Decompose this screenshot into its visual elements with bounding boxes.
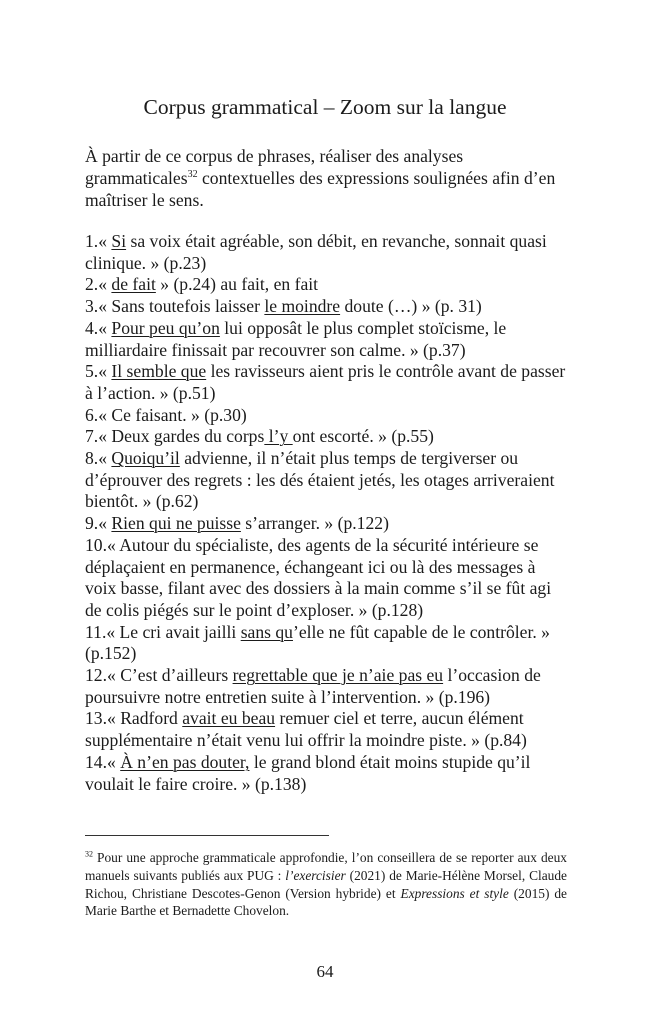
exercise-item xyxy=(85,513,567,535)
exercise-text-after: le grand blond était moins stupide qu’il voulait le faire croire. » (p.138) xyxy=(85,751,531,794)
footnote xyxy=(85,849,567,920)
exercise-text-before: « xyxy=(98,231,112,251)
exercise-item xyxy=(85,535,567,622)
exercise-item xyxy=(85,752,567,795)
exercise-number: 7. xyxy=(85,426,99,447)
footnote-book-title-2: Expressions et style xyxy=(400,885,509,901)
exercise-text-before: « Autour du spécialiste, des agents de la sécurité intérieure se déplaçaient en permanence, échangeant ici ou là des messages à voix basse, filant avec des dossiers à la main comme s’il se fût agi de colis piégés sur le point d’exploser. » (p.128) xyxy=(85,534,552,620)
underlined-expression: Pour peu qu’on xyxy=(111,317,220,338)
page-number: 64 xyxy=(316,962,334,981)
intro-text-1: À partir de ce corpus de phrases, réaliser des analyses grammaticales xyxy=(85,146,464,188)
exercise-text-before: « C’est d’ailleurs xyxy=(107,665,233,686)
exercise-text-before: « Radford xyxy=(107,708,183,729)
underlined-expression: sans qu xyxy=(240,621,293,642)
exercise-number: 5. xyxy=(85,361,99,382)
exercise-text-before: « Sans toutefois laisser xyxy=(98,296,265,317)
exercise-number: 4. xyxy=(85,317,99,338)
underlined-expression: l’y xyxy=(264,426,293,447)
footnote-text-2: (2021) de Marie-Hélène Morsel, Claude Richou, Christiane Descotes-Genon (Version hybride) et xyxy=(85,867,567,901)
footnote-number: 32 xyxy=(85,849,93,859)
exercise-item xyxy=(85,296,567,318)
exercise-text-after: ont escorté. » (p.55) xyxy=(292,426,434,447)
exercise-text-after: les ravisseurs aient pris le contrôle avant de passer à l’action. » (p.51) xyxy=(85,361,566,403)
exercise-text-after: s’arranger. » (p.122) xyxy=(240,513,389,534)
exercise-item xyxy=(85,426,567,448)
footnote-text-3: (2015) de Marie Barthe et Bernadette Chovelon. xyxy=(85,885,567,919)
exercise-item xyxy=(85,708,567,751)
intro-paragraph xyxy=(85,145,567,211)
exercise-number: 9. xyxy=(85,513,99,534)
exercise-text-before: « xyxy=(98,361,112,382)
exercise-text-before: « xyxy=(98,513,112,534)
exercise-text-before: « Deux gardes du corps xyxy=(98,426,265,447)
exercise-text-after: sa voix était agréable, son débit, en revanche, sonnait quasi clinique. » (p.23) xyxy=(85,231,547,273)
page-title: Corpus grammatical – Zoom sur la langue xyxy=(143,95,507,119)
exercise-number: 2. xyxy=(85,274,99,295)
exercise-list xyxy=(85,231,567,795)
exercise-item xyxy=(85,448,567,513)
footnote-book-title-1: l’exercisier xyxy=(285,867,346,883)
exercise-item xyxy=(85,622,567,665)
exercise-item xyxy=(85,274,567,296)
underlined-expression: regrettable que je n’aie pas eu xyxy=(232,665,444,686)
exercise-text-after: » (p.24) au fait, en fait xyxy=(155,274,319,295)
underlined-expression: À n’en pas douter, xyxy=(120,751,250,772)
exercise-text-after: lui opposât le plus complet stoïcisme, le milliardaire finissait par recouvrer son calme. » (p.37) xyxy=(85,317,507,360)
exercise-number: 11. xyxy=(85,621,107,642)
underlined-expression: Quoiqu’il xyxy=(111,448,180,469)
exercise-text-after: l’occasion de poursuivre notre entretien suite à l’intervention. » (p.196) xyxy=(85,665,541,707)
footnote-separator xyxy=(85,835,329,836)
footnote-reference: 32 xyxy=(187,169,198,181)
exercise-number: 8. xyxy=(85,448,99,469)
exercise-item xyxy=(85,318,567,361)
exercise-number: 3. xyxy=(85,296,99,317)
underlined-expression: de fait xyxy=(111,274,156,295)
exercise-number: 1. xyxy=(85,231,99,251)
exercise-item xyxy=(85,361,567,404)
intro-text-2: contextuelles des expressions soulignées afin d’en maîtriser le sens. xyxy=(85,168,556,210)
exercise-text-after: remuer ciel et terre, aucun élément supplémentaire n’était venu lui offrir la moindre piste. » (p.84) xyxy=(85,708,527,751)
exercise-text-before: « Le cri avait jailli xyxy=(106,621,241,642)
exercise-item xyxy=(85,231,567,274)
exercise-number: 14. xyxy=(85,751,107,772)
underlined-expression: Il semble que xyxy=(111,361,207,382)
exercise-number: 6. xyxy=(85,404,99,425)
exercise-text-before: « xyxy=(107,751,121,772)
exercise-text-after: doute (…) » (p. 31) xyxy=(340,296,482,317)
underlined-expression: Rien qui ne puisse xyxy=(111,513,241,534)
exercise-text-before: « xyxy=(98,448,112,469)
exercise-number: 12. xyxy=(85,665,107,686)
exercise-text-after: ’elle ne fût capable de le contrôler. » (p.152) xyxy=(85,621,550,664)
exercise-number: 10. xyxy=(85,534,107,555)
footnote-text-1: Pour une approche grammaticale approfondie, l’on conseillera de se reporter aux deux manuels suivants publiés aux PUG : xyxy=(85,850,567,883)
exercise-item xyxy=(85,665,567,708)
exercise-text-before: « xyxy=(98,317,112,338)
underlined-expression: Si xyxy=(111,231,127,251)
exercise-number: 13. xyxy=(85,708,107,729)
exercise-text-before: « Ce faisant. » (p.30) xyxy=(98,404,247,425)
exercise-text-after: advienne, il n’était plus temps de tergiverser ou d’éprouver des regrets : les dés étaient jetés, les otages arriveraient bientôt. » (p.62) xyxy=(85,448,555,512)
underlined-expression: le moindre xyxy=(264,296,341,317)
exercise-text-before: « xyxy=(98,274,112,295)
underlined-expression: avait eu beau xyxy=(182,708,276,729)
exercise-item xyxy=(85,405,567,427)
